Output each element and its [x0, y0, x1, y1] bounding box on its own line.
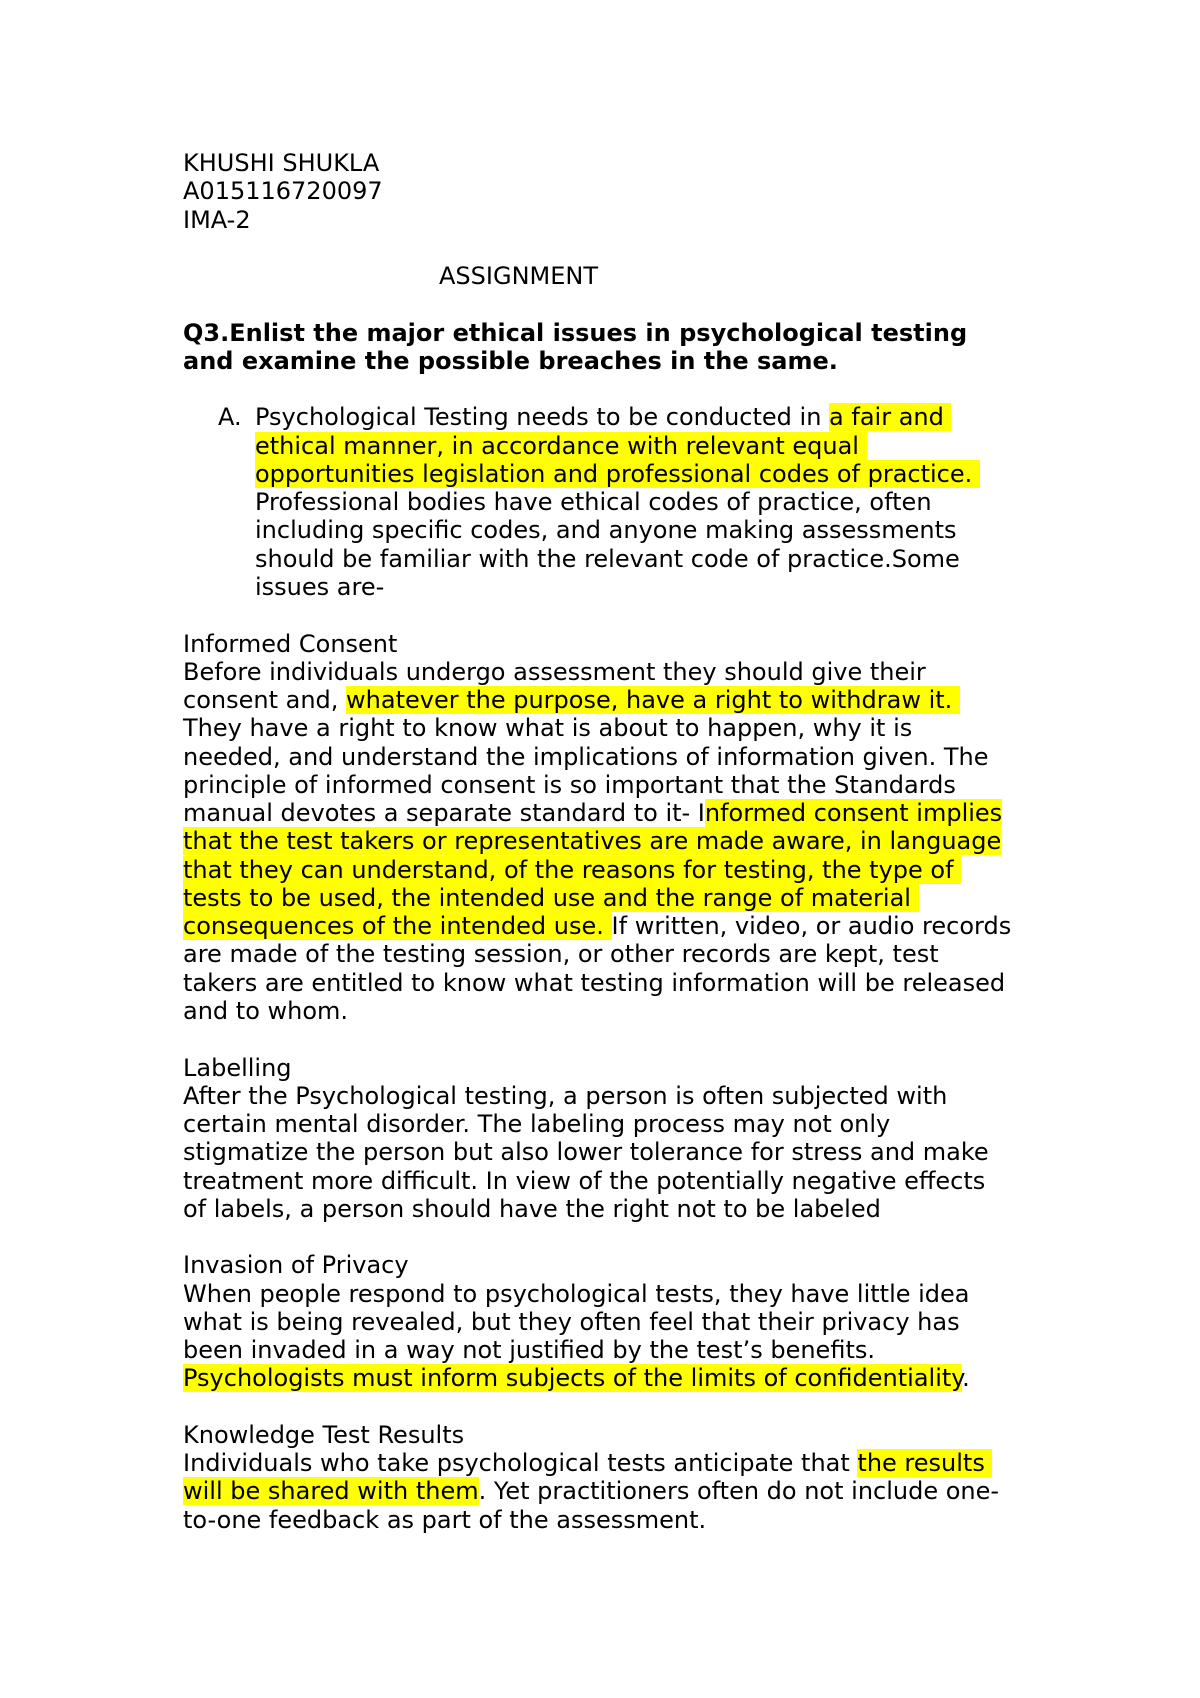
highlighted-text: that they can understand, of the reasons for testing, the type of — [183, 855, 962, 884]
paragraph-line: takers are entitled to know what testing information will be released — [183, 968, 1006, 997]
paragraph-line: principle of informed consent is so important that the Standards — [183, 770, 956, 799]
paragraph-line — [183, 799, 1083, 827]
list-marker: A. — [218, 403, 242, 432]
section-heading: Knowledge Test Results — [183, 1420, 465, 1449]
text-run: consent and, — [183, 686, 347, 715]
paragraph-line: been invaded in a way not justified by the test’s benefits. — [183, 1336, 875, 1365]
paragraph-line: certain mental disorder. The labeling process may not only — [183, 1110, 891, 1139]
highlighted-text: that the test takers or representatives are made aware, in language — [183, 827, 1002, 856]
paragraph-line: including specific codes, and anyone making assessments — [255, 516, 957, 545]
paragraph-line: Before individuals undergo assessment they should give their — [183, 657, 926, 686]
paragraph-line — [183, 1364, 1083, 1392]
text-run: If written, video, or audio records — [611, 912, 1012, 941]
paragraph-line — [183, 884, 1083, 912]
enrollment-number: A015116720097 — [183, 177, 383, 206]
paragraph-line — [183, 1477, 1083, 1505]
student-name: KHUSHI SHUKLA — [183, 149, 380, 177]
highlighted-text: consequences of the intended use. — [183, 912, 612, 941]
text-run: . — [962, 1364, 970, 1393]
highlighted-text: the results — [857, 1449, 993, 1478]
section-invasion-of-privacy — [183, 1251, 1083, 1392]
section-heading: Informed Consent — [183, 629, 398, 658]
document-body — [183, 149, 1083, 1534]
student-details — [183, 149, 1083, 234]
highlighted-text: tests to be used, the intended use and the range of material — [183, 883, 919, 912]
paragraph-line: to-one feedback as part of the assessment. — [183, 1505, 707, 1534]
paragraph-line: When people respond to psychological tests, they have little idea — [183, 1279, 970, 1308]
paragraph-line — [183, 856, 1083, 884]
paragraph-line: They have a right to know what is about to happen, why it is — [183, 714, 913, 743]
paragraph-line: what is being revealed, but they often feel that their privacy has — [183, 1307, 960, 1336]
paragraph-line: of labels, a person should have the right not to be labeled — [183, 1194, 881, 1223]
section-knowledge-test-results — [183, 1421, 1083, 1534]
paragraph-line: Professional bodies have ethical codes of practice, often — [255, 488, 932, 517]
paragraph-line — [183, 912, 1083, 940]
highlighted-text: nformed consent implies — [704, 799, 1003, 828]
highlighted-text: ethical manner, in accordance with relevant equal — [255, 431, 867, 460]
section-informed-consent — [183, 630, 1083, 1026]
list-item-a — [183, 403, 1083, 601]
highlighted-text: whatever the purpose, have a right to withdraw it. — [346, 686, 960, 715]
text-run: Individuals who take psychological tests anticipate that — [183, 1449, 858, 1478]
section-paragraph — [183, 1449, 1083, 1534]
paragraph-line: and to whom. — [183, 996, 349, 1025]
section-labelling — [183, 1054, 1083, 1224]
section-paragraph — [183, 658, 1083, 1025]
section-paragraph — [183, 1280, 1083, 1393]
question-line: Q3.Enlist the major ethical issues in psychological testing — [183, 318, 968, 347]
text-run: . Yet practitioners often do not include one- — [478, 1477, 1000, 1506]
paragraph-line — [255, 403, 1083, 431]
list-item-text — [255, 403, 1083, 601]
paragraph-line: needed, and understand the implications of information given. The — [183, 742, 989, 771]
section-heading: Invasion of Privacy — [183, 1251, 409, 1280]
text-run: Psychological Testing needs to be conducted in — [255, 403, 830, 432]
question — [183, 319, 1083, 376]
paragraph-line: treatment more difficult. In view of the potentially negative effects — [183, 1166, 986, 1195]
paragraph-line — [183, 1449, 1083, 1477]
class-code: IMA-2 — [183, 205, 251, 234]
section-paragraph — [183, 1082, 1083, 1223]
highlighted-text: a fair and — [829, 403, 952, 432]
highlighted-text: opportunities legislation and professional codes of practice. — [255, 459, 980, 488]
paragraph-line: issues are- — [255, 572, 385, 601]
assignment-title: ASSIGNMENT — [439, 262, 598, 291]
paragraph-line — [255, 432, 1083, 460]
section-heading: Labelling — [183, 1053, 292, 1082]
question-line: and examine the possible breaches in the same. — [183, 346, 838, 375]
paragraph-line: After the Psychological testing, a person is often subjected with — [183, 1081, 948, 1110]
paragraph-line: are made of the testing session, or other records are kept, test — [183, 940, 939, 969]
highlighted-text: Psychologists must inform subjects of the limits of confidentiality — [183, 1364, 963, 1393]
paragraph-line: stigmatize the person but also lower tolerance for stress and make — [183, 1138, 989, 1167]
highlighted-text: will be shared with them — [183, 1477, 479, 1506]
paragraph-line — [255, 460, 1083, 488]
paragraph-line — [183, 686, 1083, 714]
paragraph-line: should be familiar with the relevant code of practice.Some — [255, 544, 960, 573]
text-run: manual devotes a separate standard to it- I — [183, 799, 705, 828]
paragraph-line — [183, 827, 1083, 855]
